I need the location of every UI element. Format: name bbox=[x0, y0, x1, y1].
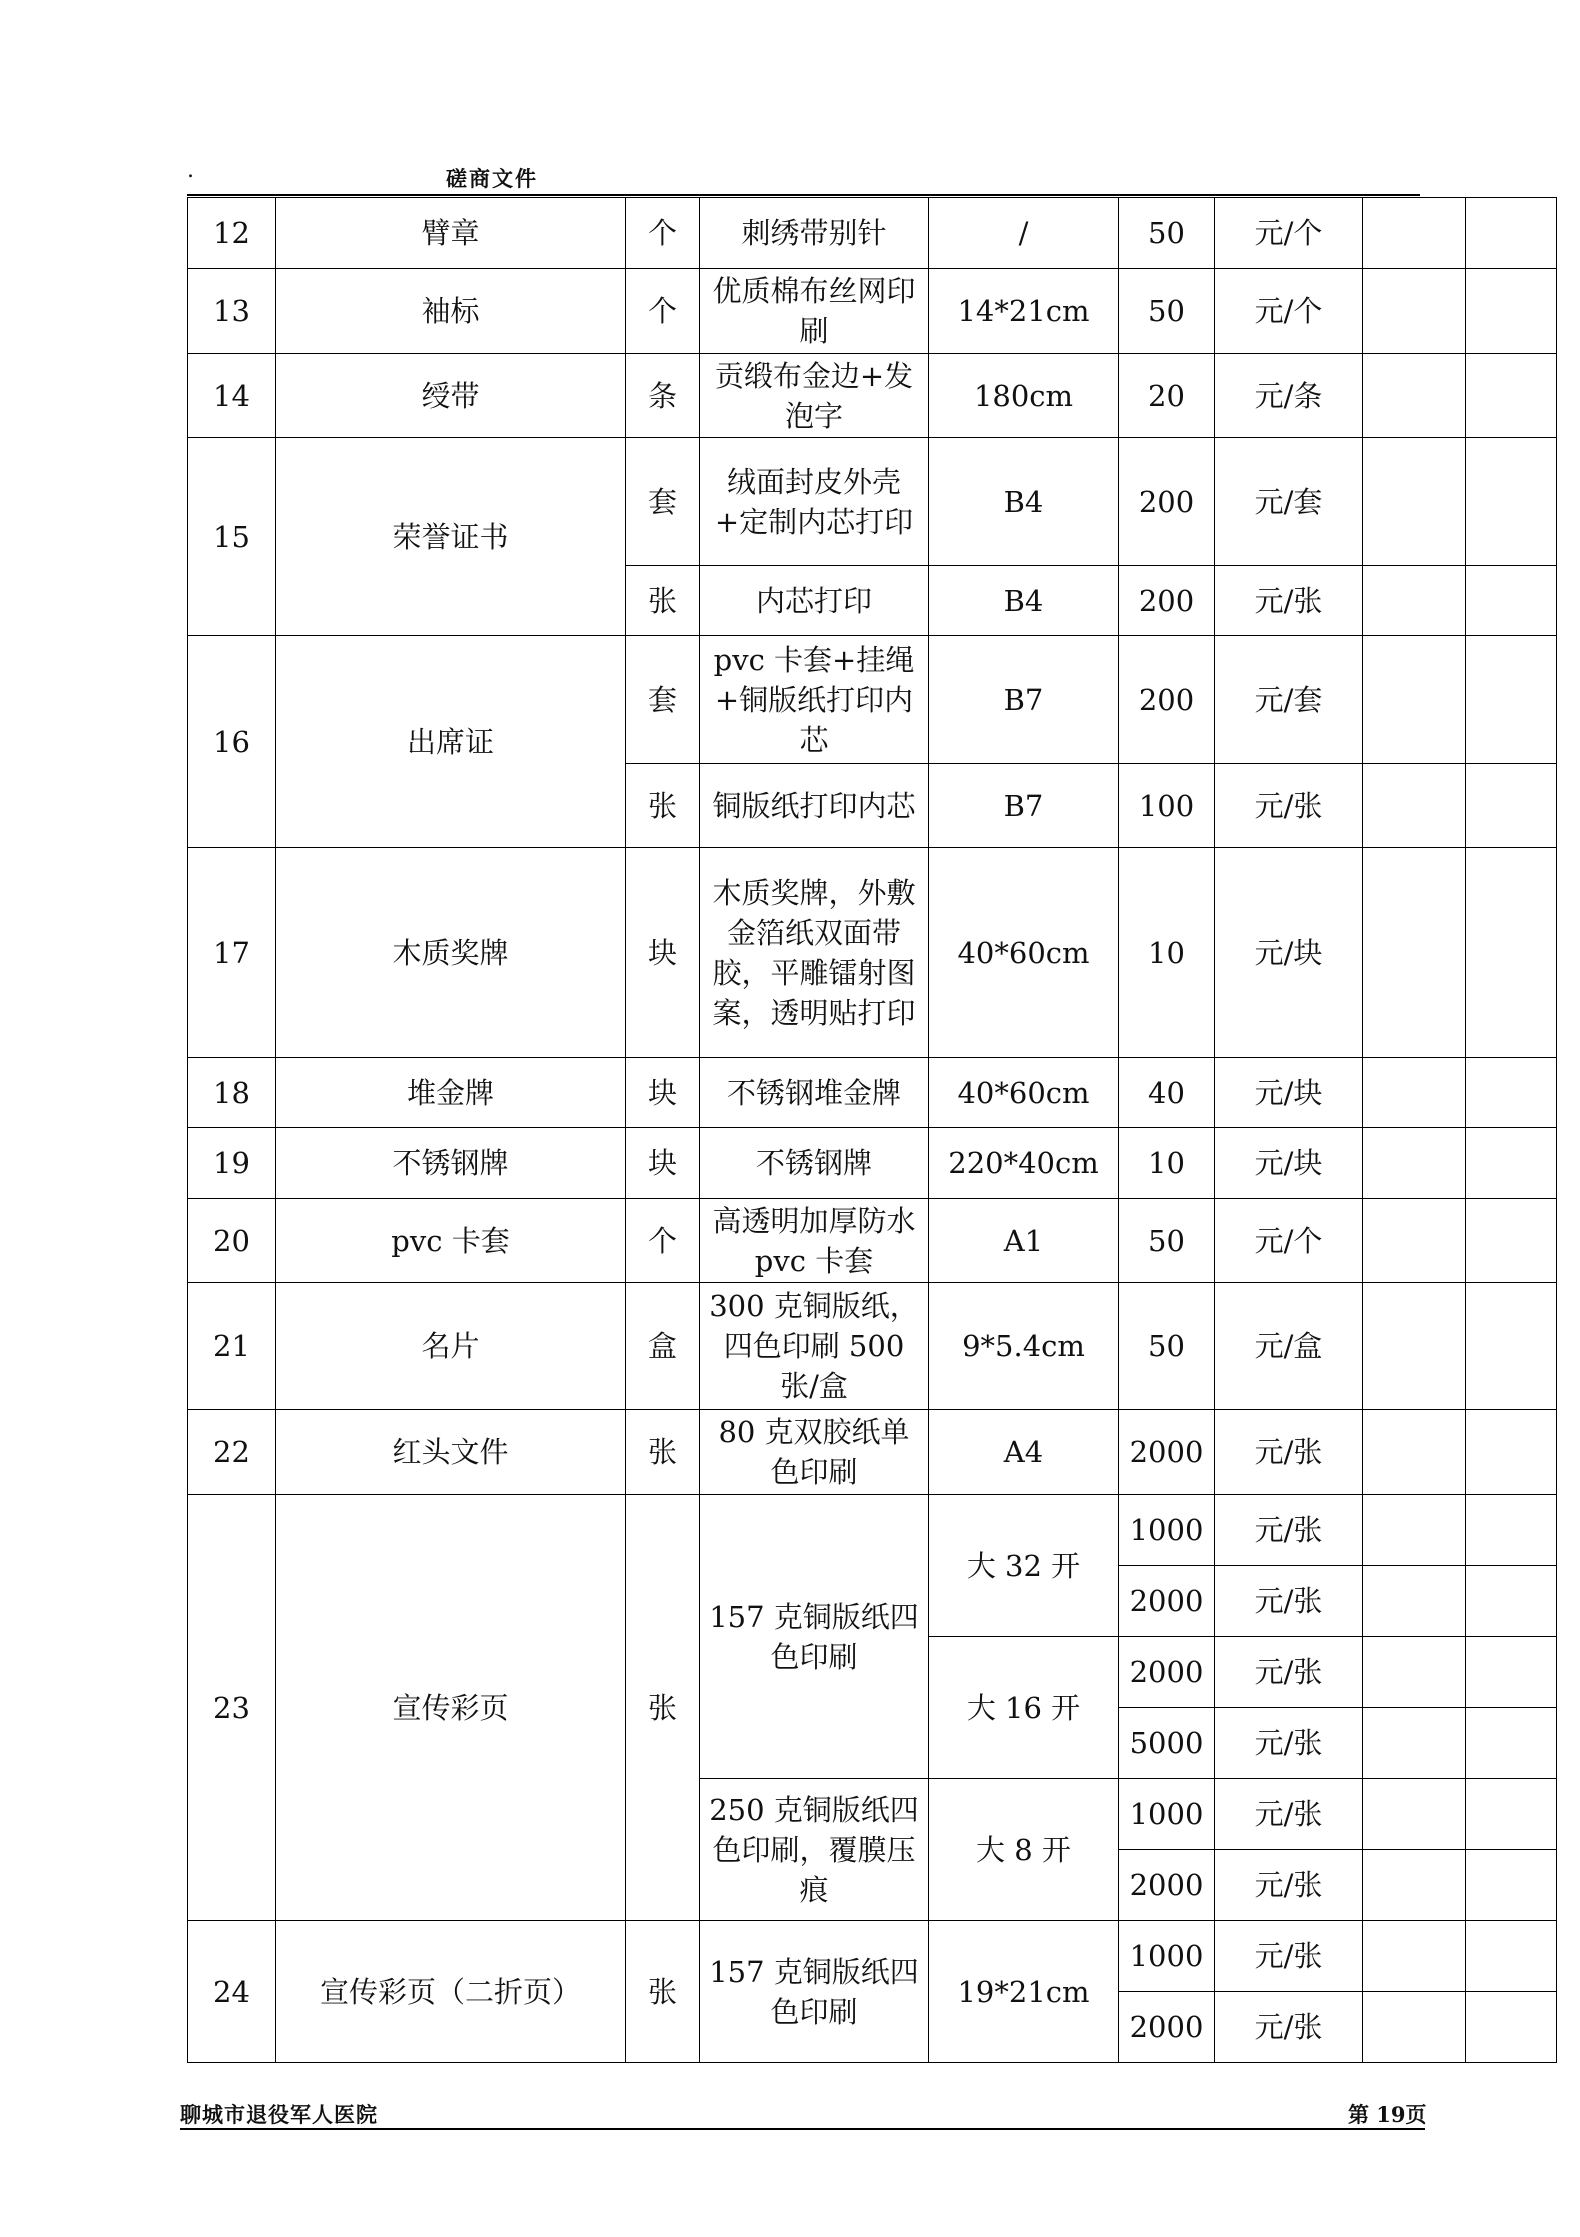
item-spec: 40*60cm bbox=[929, 848, 1119, 1058]
item-name: 堆金牌 bbox=[276, 1058, 626, 1128]
item-unit: 张 bbox=[626, 1410, 700, 1495]
item-spec: 大 32 开 bbox=[929, 1495, 1119, 1637]
item-desc: 刺绣带别针 bbox=[700, 198, 929, 269]
item-no: 15 bbox=[188, 438, 276, 636]
item-name: 荣誉证书 bbox=[276, 438, 626, 636]
item-no: 23 bbox=[188, 1495, 276, 1921]
item-no: 17 bbox=[188, 848, 276, 1058]
table-row bbox=[188, 438, 1557, 566]
item-desc: 157 克铜版纸四色印刷 bbox=[700, 1495, 929, 1779]
unit-price-cell bbox=[1363, 438, 1466, 566]
item-desc: 优质棉布丝网印刷 bbox=[700, 269, 929, 354]
item-desc: 高透明加厚防水 pvc 卡套 bbox=[700, 1199, 929, 1283]
table-row bbox=[188, 848, 1557, 1058]
item-spec: 220*40cm bbox=[929, 1128, 1119, 1199]
item-qty: 100 bbox=[1119, 764, 1215, 848]
item-qty: 50 bbox=[1119, 269, 1215, 354]
unit-price-cell bbox=[1363, 848, 1466, 1058]
total-cell bbox=[1466, 1850, 1557, 1921]
unit-price-cell bbox=[1363, 269, 1466, 354]
unit-price-cell bbox=[1363, 1128, 1466, 1199]
unit-price-cell bbox=[1363, 1992, 1466, 2063]
item-price-unit: 元/张 bbox=[1215, 566, 1363, 636]
total-cell bbox=[1466, 1992, 1557, 2063]
total-cell bbox=[1466, 198, 1557, 269]
item-price-unit: 元/张 bbox=[1215, 1779, 1363, 1850]
total-cell bbox=[1466, 1708, 1557, 1779]
item-name: pvc 卡套 bbox=[276, 1199, 626, 1283]
unit-price-cell bbox=[1363, 566, 1466, 636]
unit-price-cell bbox=[1363, 636, 1466, 764]
total-cell bbox=[1466, 764, 1557, 848]
item-qty: 2000 bbox=[1119, 1992, 1215, 2063]
table-row bbox=[188, 269, 1557, 354]
item-qty: 1000 bbox=[1119, 1779, 1215, 1850]
total-cell bbox=[1466, 636, 1557, 764]
unit-price-cell bbox=[1363, 354, 1466, 438]
unit-price-cell bbox=[1363, 1410, 1466, 1495]
item-name: 木质奖牌 bbox=[276, 848, 626, 1058]
total-cell bbox=[1466, 1779, 1557, 1850]
table-row bbox=[188, 636, 1557, 764]
total-cell bbox=[1466, 1637, 1557, 1708]
total-cell bbox=[1466, 1058, 1557, 1128]
table-row bbox=[188, 354, 1557, 438]
header-rule bbox=[187, 194, 1420, 196]
table-row bbox=[188, 1283, 1557, 1410]
header-title: 磋商文件 bbox=[446, 166, 538, 191]
item-unit: 块 bbox=[626, 848, 700, 1058]
item-price-unit: 元/张 bbox=[1215, 1708, 1363, 1779]
item-unit: 张 bbox=[626, 1921, 700, 2063]
item-spec: B4 bbox=[929, 438, 1119, 566]
item-desc: 铜版纸打印内芯 bbox=[700, 764, 929, 848]
item-name: 红头文件 bbox=[276, 1410, 626, 1495]
total-cell bbox=[1466, 354, 1557, 438]
item-unit: 张 bbox=[626, 1495, 700, 1921]
total-cell bbox=[1466, 848, 1557, 1058]
item-no: 22 bbox=[188, 1410, 276, 1495]
item-qty: 200 bbox=[1119, 566, 1215, 636]
item-price-unit: 元/个 bbox=[1215, 198, 1363, 269]
item-name: 臂章 bbox=[276, 198, 626, 269]
item-spec: 大 16 开 bbox=[929, 1637, 1119, 1779]
table-row bbox=[188, 1128, 1557, 1199]
unit-price-cell bbox=[1363, 1058, 1466, 1128]
item-price-unit: 元/块 bbox=[1215, 1128, 1363, 1199]
item-price-unit: 元/张 bbox=[1215, 1921, 1363, 1992]
item-desc: 不锈钢牌 bbox=[700, 1128, 929, 1199]
item-price-unit: 元/块 bbox=[1215, 848, 1363, 1058]
page-number: 第 19页 bbox=[1348, 2102, 1427, 2127]
item-qty: 50 bbox=[1119, 198, 1215, 269]
item-name: 绶带 bbox=[276, 354, 626, 438]
table-row bbox=[188, 198, 1557, 269]
item-price-unit: 元/张 bbox=[1215, 1495, 1363, 1566]
item-unit: 盒 bbox=[626, 1283, 700, 1410]
total-cell bbox=[1466, 1410, 1557, 1495]
item-unit: 个 bbox=[626, 198, 700, 269]
header-mark: . bbox=[187, 158, 194, 183]
item-unit: 个 bbox=[626, 1199, 700, 1283]
total-cell bbox=[1466, 1128, 1557, 1199]
item-desc: 木质奖牌，外敷金箔纸双面带胶，平雕镭射图案，透明贴打印 bbox=[700, 848, 929, 1058]
item-no: 12 bbox=[188, 198, 276, 269]
item-no: 24 bbox=[188, 1921, 276, 2063]
item-qty: 2000 bbox=[1119, 1566, 1215, 1637]
item-unit: 张 bbox=[626, 566, 700, 636]
item-price-unit: 元/盒 bbox=[1215, 1283, 1363, 1410]
item-qty: 2000 bbox=[1119, 1850, 1215, 1921]
item-unit: 块 bbox=[626, 1128, 700, 1199]
item-desc: 250 克铜版纸四色印刷，覆膜压痕 bbox=[700, 1779, 929, 1921]
table-row bbox=[188, 1058, 1557, 1128]
total-cell bbox=[1466, 1921, 1557, 1992]
item-qty: 40 bbox=[1119, 1058, 1215, 1128]
item-price-unit: 元/套 bbox=[1215, 636, 1363, 764]
item-spec: 19*21cm bbox=[929, 1921, 1119, 2063]
total-cell bbox=[1466, 566, 1557, 636]
item-qty: 200 bbox=[1119, 636, 1215, 764]
item-unit: 套 bbox=[626, 636, 700, 764]
item-price-unit: 元/张 bbox=[1215, 1410, 1363, 1495]
item-price-unit: 元/张 bbox=[1215, 1637, 1363, 1708]
item-price-unit: 元/张 bbox=[1215, 1850, 1363, 1921]
item-qty: 10 bbox=[1119, 1128, 1215, 1199]
item-desc: 内芯打印 bbox=[700, 566, 929, 636]
table-row bbox=[188, 1410, 1557, 1495]
item-name: 不锈钢牌 bbox=[276, 1128, 626, 1199]
unit-price-cell bbox=[1363, 764, 1466, 848]
item-no: 19 bbox=[188, 1128, 276, 1199]
item-qty: 50 bbox=[1119, 1283, 1215, 1410]
item-desc: pvc 卡套+挂绳+铜版纸打印内芯 bbox=[700, 636, 929, 764]
table-row bbox=[188, 1921, 1557, 1992]
total-cell bbox=[1466, 1566, 1557, 1637]
item-price-unit: 元/块 bbox=[1215, 1058, 1363, 1128]
item-desc: 80 克双胶纸单色印刷 bbox=[700, 1410, 929, 1495]
item-no: 18 bbox=[188, 1058, 276, 1128]
item-qty: 2000 bbox=[1119, 1410, 1215, 1495]
total-cell bbox=[1466, 438, 1557, 566]
unit-price-cell bbox=[1363, 1495, 1466, 1566]
item-spec: A1 bbox=[929, 1199, 1119, 1283]
unit-price-cell bbox=[1363, 1850, 1466, 1921]
item-price-unit: 元/张 bbox=[1215, 1566, 1363, 1637]
footer-organization: 聊城市退役军人医院 bbox=[180, 2102, 378, 2127]
item-no: 13 bbox=[188, 269, 276, 354]
unit-price-cell bbox=[1363, 1779, 1466, 1850]
item-qty: 2000 bbox=[1119, 1637, 1215, 1708]
item-unit: 套 bbox=[626, 438, 700, 566]
item-name: 宣传彩页（二折页） bbox=[276, 1921, 626, 2063]
item-no: 14 bbox=[188, 354, 276, 438]
item-qty: 20 bbox=[1119, 354, 1215, 438]
total-cell bbox=[1466, 269, 1557, 354]
unit-price-cell bbox=[1363, 1283, 1466, 1410]
item-spec: B7 bbox=[929, 636, 1119, 764]
item-price-unit: 元/张 bbox=[1215, 764, 1363, 848]
item-price-unit: 元/条 bbox=[1215, 354, 1363, 438]
item-price-unit: 元/个 bbox=[1215, 269, 1363, 354]
unit-price-cell bbox=[1363, 1199, 1466, 1283]
item-price-unit: 元/张 bbox=[1215, 1992, 1363, 2063]
item-price-unit: 元/个 bbox=[1215, 1199, 1363, 1283]
item-desc: 157 克铜版纸四色印刷 bbox=[700, 1921, 929, 2063]
unit-price-cell bbox=[1363, 1921, 1466, 1992]
unit-price-cell bbox=[1363, 1708, 1466, 1779]
unit-price-cell bbox=[1363, 198, 1466, 269]
item-spec: 180cm bbox=[929, 354, 1119, 438]
item-qty: 5000 bbox=[1119, 1708, 1215, 1779]
item-price-unit: 元/套 bbox=[1215, 438, 1363, 566]
total-cell bbox=[1466, 1495, 1557, 1566]
item-spec: / bbox=[929, 198, 1119, 269]
total-cell bbox=[1466, 1283, 1557, 1410]
item-spec: 9*5.4cm bbox=[929, 1283, 1119, 1410]
item-unit: 块 bbox=[626, 1058, 700, 1128]
total-cell bbox=[1466, 1199, 1557, 1283]
table-row bbox=[188, 1495, 1557, 1566]
item-qty: 50 bbox=[1119, 1199, 1215, 1283]
unit-price-cell bbox=[1363, 1566, 1466, 1637]
item-desc: 绒面封皮外壳+定制内芯打印 bbox=[700, 438, 929, 566]
item-no: 16 bbox=[188, 636, 276, 848]
unit-price-cell bbox=[1363, 1637, 1466, 1708]
item-spec: 大 8 开 bbox=[929, 1779, 1119, 1921]
item-desc: 300 克铜版纸，四色印刷 500 张/盒 bbox=[700, 1283, 929, 1410]
item-spec: 14*21cm bbox=[929, 269, 1119, 354]
footer-rule bbox=[180, 2128, 1425, 2130]
item-qty: 200 bbox=[1119, 438, 1215, 566]
table-row bbox=[188, 1199, 1557, 1283]
item-desc: 不锈钢堆金牌 bbox=[700, 1058, 929, 1128]
item-unit: 张 bbox=[626, 764, 700, 848]
item-unit: 个 bbox=[626, 269, 700, 354]
price-table bbox=[187, 197, 1557, 2063]
item-no: 21 bbox=[188, 1283, 276, 1410]
item-qty: 1000 bbox=[1119, 1921, 1215, 1992]
item-spec: A4 bbox=[929, 1410, 1119, 1495]
item-spec: B4 bbox=[929, 566, 1119, 636]
item-qty: 10 bbox=[1119, 848, 1215, 1058]
item-desc: 贡缎布金边+发泡字 bbox=[700, 354, 929, 438]
item-qty: 1000 bbox=[1119, 1495, 1215, 1566]
item-unit: 条 bbox=[626, 354, 700, 438]
item-name: 宣传彩页 bbox=[276, 1495, 626, 1921]
item-spec: B7 bbox=[929, 764, 1119, 848]
item-spec: 40*60cm bbox=[929, 1058, 1119, 1128]
item-name: 袖标 bbox=[276, 269, 626, 354]
item-name: 名片 bbox=[276, 1283, 626, 1410]
item-name: 出席证 bbox=[276, 636, 626, 848]
item-no: 20 bbox=[188, 1199, 276, 1283]
